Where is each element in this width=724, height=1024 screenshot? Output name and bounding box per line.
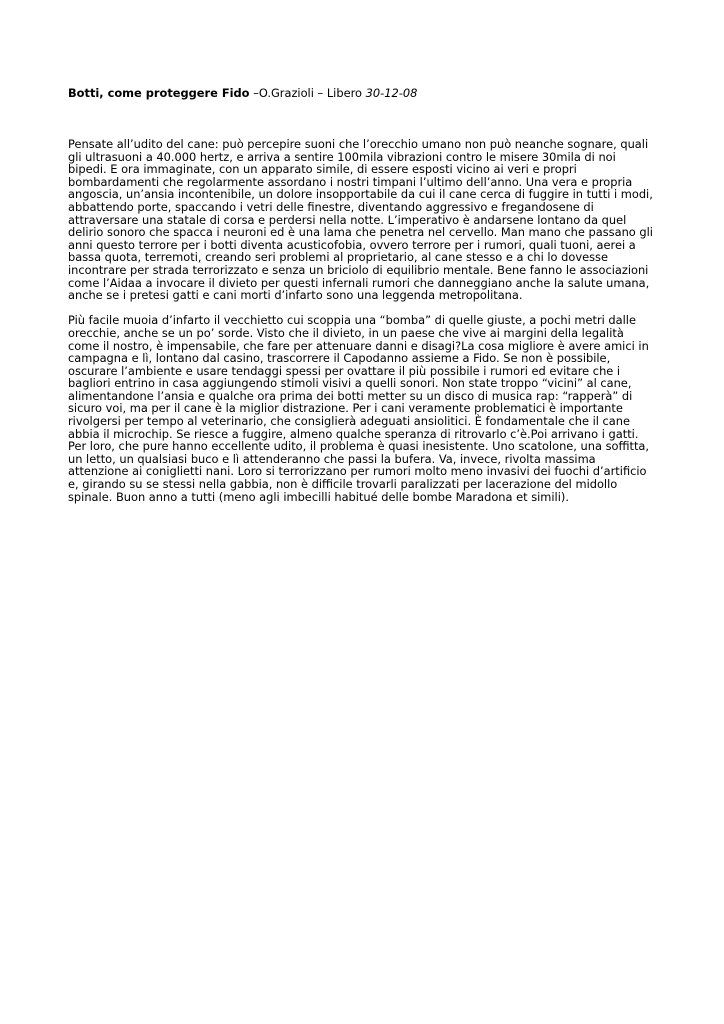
article-byline: –O.Grazioli – Libero [249, 86, 366, 100]
paragraph-2: Più facile muoia d’infarto il vecchietto cui scoppia una “bomba” di quelle giuste, a pochi metri dalle orecchie, anche se un po’ sorde. Visto che il divieto, in un paese che vive ai margini della legalità come il nostro, è impensabile, che fare per attenuare danni e disagi?La cosa migliore è avere amici in campagna e lì, lontano dal casino, trascorrere il Capodanno assieme a Fido. Se non è possibile, oscurare l’ambiente e usare tendaggi spessi per ovattare il più possibile i rumori ed evitare che i bagliori entrino in casa aggiungendo stimoli visivi a quelli sonori. Non state troppo “vicini” al cane, alimentandone l’ansia e qualche ora prima dei botti metter su un disco di musica rap: “rapperà” di sicuro voi, ma per il cane è la miglior distrazione. Per i cani veramente problematici è importante rivolgersi per tempo al veterinario, che consiglierà adeguati ansiolitici. È fondamentale che il cane abbia il microchip. Se riesce a fuggire, almeno qualche speranza di ritrovarlo c’è.Poi arrivano i gatti. Per loro, che pure hanno eccellente udito, il problema è quasi inesistente. Uno scatolone, una soffitta, un letto, un qualsiasi buco e lì attenderanno che passi la bufera. Va, invece, rivolta massima attenzione ai coniglietti nani. Loro si terrorizzano per rumori molto meno invasivi dei fuochi d’artificio e, girando su se stessi nella gabbia, non è difficile trovarli paralizzati per lacerazione del midollo spinale. Buon anno a tutti (meno agli imbecilli habitué delle bombe Maradona et simili). [68, 313, 650, 504]
article [68, 86, 656, 516]
article-body [68, 138, 656, 503]
article-title: Botti, come proteggere Fido [68, 86, 250, 100]
article-date: 30-12-08 [365, 86, 418, 100]
article-header [68, 86, 656, 100]
paragraph-1: Pensate all’udito del cane: può percepire suoni che l’orecchio umano non può neanche sognare, quali gli ultrasuoni a 40.000 hertz, e arriva a sentire 100mila vibrazioni contro le misere 30mila di noi bipedi. E ora immaginate, con un apparato simile, di essere esposti vicino ai veri e propri bombardamenti che regolarmente assordano i nostri timpani l’ultimo dell’anno. Una vera e propria angoscia, un’ansia incontenibile, un dolore insopportabile da cui il cane cerca di fuggire in tutti i modi, abbattendo porte, spaccando i vetri delle finestre, diventando aggressivo e fregandosene di attraversare una statale di corsa e perdersi nella notte. L’imperativo è andarsene lontano da quel delirio sonoro che spacca i neuroni ed è una lama che penetra nel cervello. Man mano che passano gli anni questo terrore per i botti diventa acusticofobia, ovvero terrore per i rumori, quali tuoni, aerei a bassa quota, terremoti, creando seri problemi al proprietario, al cane stesso e a chi lo dovesse incontrare per strada terrorizzato e senza un briciolo di equilibrio mentale. Bene fanno le associazioni come l’Aidaa a invocare il divieto per questi infernali rumori che danneggiano anche la salute umana, anche se i pretesi gatti e cani morti d’infarto sono una leggenda metropolitana. [68, 137, 653, 303]
